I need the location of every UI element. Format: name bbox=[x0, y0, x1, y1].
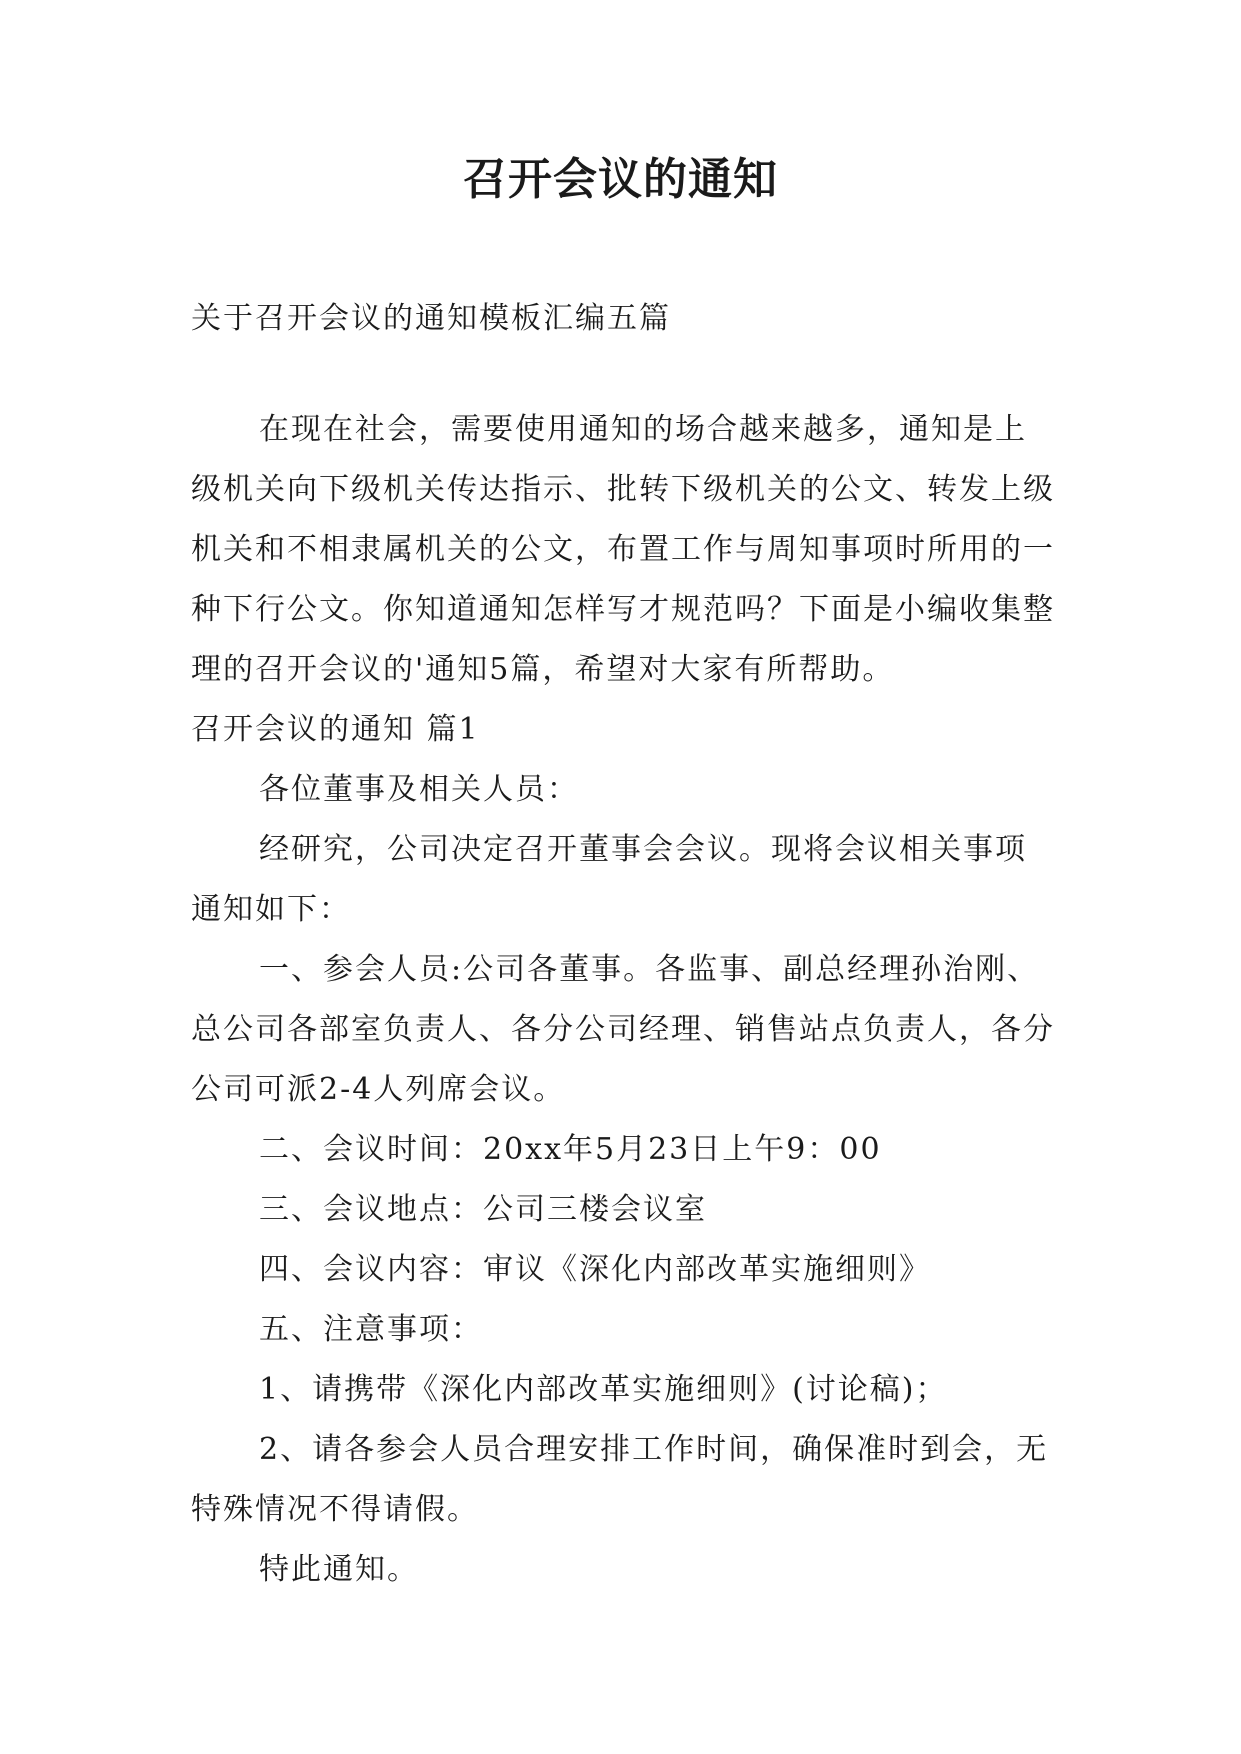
item-location: 三、会议地点：公司三楼会议室 bbox=[259, 1192, 707, 1227]
document-title: 召开会议的通知 bbox=[463, 154, 778, 205]
opening-paragraph: 经研究，公司决定召开董事会会议。现将会议相关事项通知如下： bbox=[191, 832, 1027, 927]
item-time: 二、会议时间：20xx年5月23日上午9：00 bbox=[259, 1132, 882, 1167]
document-subtitle: 关于召开会议的通知模板汇编五篇 bbox=[191, 301, 671, 336]
closing-line: 特此通知。 bbox=[259, 1552, 419, 1587]
item-content: 四、会议内容：审议《深化内部改革实施细则》 bbox=[259, 1252, 931, 1287]
section-heading: 召开会议的通知 篇1 bbox=[191, 712, 480, 747]
salutation: 各位董事及相关人员： bbox=[259, 772, 579, 807]
item-attendees: 一、参会人员:公司各董事。各监事、副总经理孙治刚、总公司各部室负责人、各分公司经理、销售站点负责人，各分公司可派2-4人列席会议。 bbox=[191, 952, 1055, 1107]
intro-paragraph: 在现在社会，需要使用通知的场合越来越多，通知是上级机关向下级机关传达指示、批转下级机关的公文、转发上级机关和不相隶属机关的公文，布置工作与周知事项时所用的一种下行公文。你知道通知怎样写才规范吗？下面是小编收集整理的召开会议的'通知5篇，希望对大家有所帮助。 bbox=[191, 412, 1055, 687]
document-body bbox=[191, 400, 1057, 1600]
note-2: 2、请各参会人员合理安排工作时间，确保准时到会，无特殊情况不得请假。 bbox=[191, 1432, 1049, 1527]
item-notes-heading: 五、注意事项： bbox=[259, 1312, 483, 1347]
note-1: 1、请携带《深化内部改革实施细则》(讨论稿)； bbox=[259, 1372, 948, 1407]
